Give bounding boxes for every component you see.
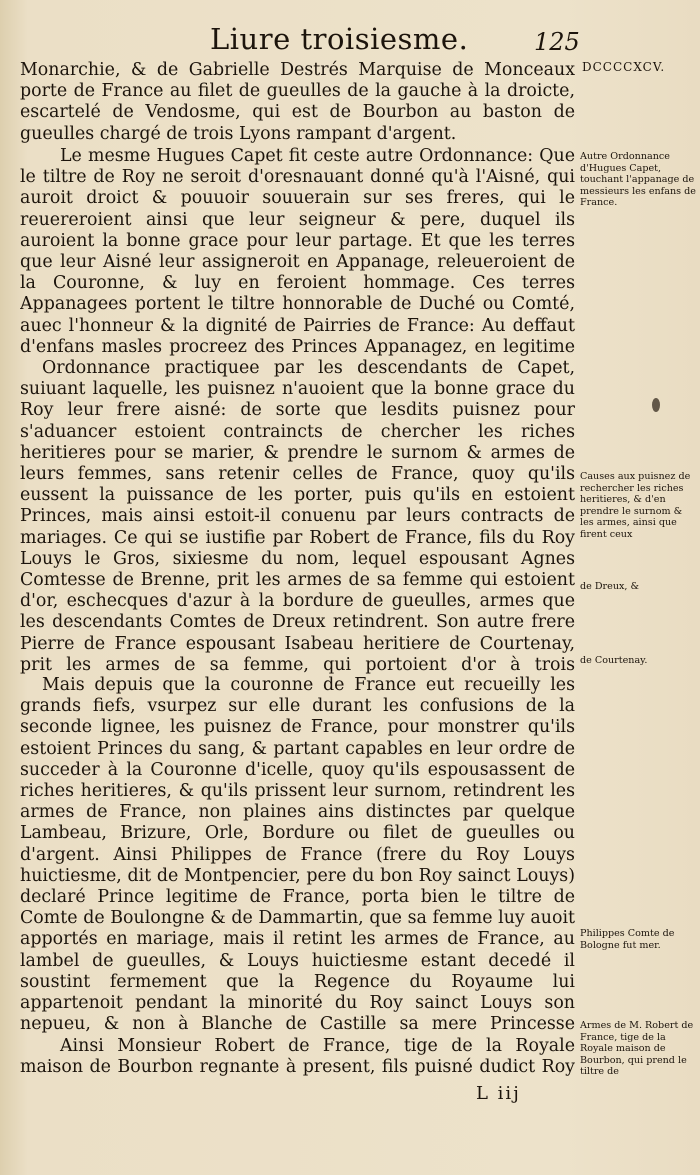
paragraph-2: Le mesme Hugues Capet fit ceste autre Ordonnance: Que le tiltre de Roy ne seroit d'oresnauant donné qu'à l'Aisné, qui auroit droict & pouuoir souuerain sur ses freres, qui le reuereroient ainsi que leur seigneur & pere, duquel ils auroient la bonne grace pour leur partage. Et que les terres que leur Aisné leur assigneroit en Appanage, releueroient de la Couronne, & luy en feroient hommage. Ces terres Appanagees portent le tiltre honnorable de Duché ou Comté, auec l'honneur & la dignité de Pairries de France: Au deffaut d'enfans masles procreez des Princes Appanagez, en legitime (20, 146, 575, 357)
main-text-column (20, 60, 575, 1080)
page-number: 125 (534, 28, 580, 56)
running-title: Liure troisiesme. (210, 22, 469, 56)
margin-year-marker: DCCCCXCV. (582, 60, 666, 74)
margin-note-philippes: Philippes Comte de Bologne fut mer. (580, 928, 675, 951)
paragraph-1: Monarchie, & de Gabrielle Destrés Marquise de Monceaux porte de France au filet de gueulles de la gauche à la droicte, escartelé de Vendosme, qui est de Bourbon au baston de gueulles chargé de trois Lyons rampant d'argent. (20, 60, 575, 144)
margin-note-dreux: de Dreux, & (580, 581, 640, 592)
margin-note-appanage: Autre Ordonnance d'Hugues Capet, touchant l'appanage de messieurs les enfans de France. (580, 151, 696, 209)
ink-blot (652, 398, 660, 412)
signature-mark: L iij (476, 1083, 521, 1104)
margin-note-courtenay: de Courtenay. (580, 655, 648, 666)
margin-note-heiresses: Causes aux puisnez de rechercher les riches heritieres, & d'en prendre le surnom & les armes, ainsi que firent ceux (580, 471, 691, 540)
margin-note-bourbon: Armes de M. Robert de France, tige de la Royale maison de Bourbon, qui prend le tiltre de (580, 1020, 694, 1078)
paragraph-4: Mais depuis que la couronne de France eut recueilly les grands fiefs, vsurpez sur elle durant les confusions de la seconde lignee, les puisnez de France, pour monstrer qu'ils estoient Princes du sang, & partant capables en leur ordre de succeder à la Couronne d'icelle, quoy qu'ils espousassent de riches heritieres, & qu'ils prissent leur surnom, retindrent les armes de France, non plaines ains distinctes par quelque Lambeau, Brizure, Orle, Bordure ou filet de gueulles ou d'argent. Ainsi Philippes de France (frere du Roy Louys huictiesme, dit de Montpencier, pere du bon Roy sainct Louys) declaré Prince legitime de France, porta bien le tiltre de Comte de Boulongne & de Dammartin, que sa femme luy auoit apportés en mariage, mais il retint les armes de France, au lambel de gueulles, & Louys huictiesme estant decedé il soustint fermement que la Regence du Royaume lui appartenoit pendant la minorité du Roy sainct Louys son nepueu, & non à Blanche de Castille sa mere Princesse (20, 675, 575, 1035)
paragraph-5: Ainsi Monsieur Robert de France, tige de la Royale maison de Bourbon regnante à present, fils puisné dudict Roy (20, 1036, 575, 1078)
paragraph-3: Ordonnance practiquee par les descendants de Capet, suiuant laquelle, les puisnez n'auoient que la bonne grace du Roy leur frere aisné: de sorte que lesdits puisnez pour s'aduancer estoient contraincts de chercher les riches heritieres pour se marier, & prendre le surnom & armes de leurs femmes, sans retenir celles de France, quoy qu'ils eussent la puissance de les porter, puis qu'ils en estoient Princes, mais ainsi estoit-il conuenu par leurs contracts de mariages. Ce qui se iustifie par Robert de France, fils du Roy Louys le Gros, sixiesme du nom, lequel espousant Agnes Comtesse de Brenne, prit les armes de sa femme qui estoient d'or, eschecques d'azur à la bordure de gueulles, armes que les descendants Comtes de Dreux retindrent. Son autre frere Pierre de France espousant Isabeau heritiere de Courtenay, prit les armes de sa femme, qui portoient d'or à trois (20, 358, 575, 675)
